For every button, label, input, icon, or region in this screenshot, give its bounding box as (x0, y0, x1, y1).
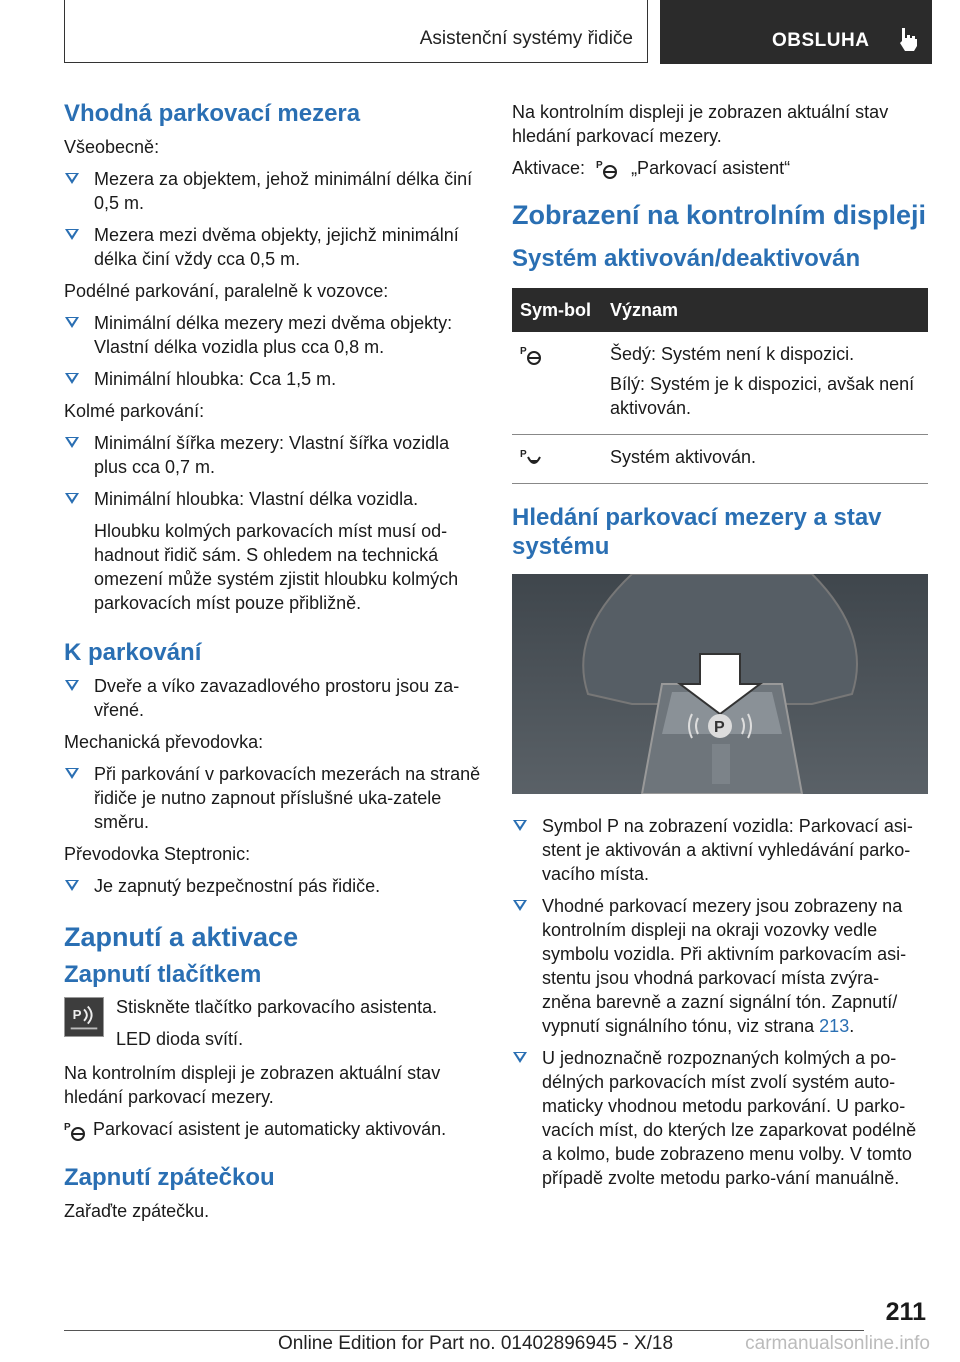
parking-assist-symbol-icon (64, 1120, 88, 1142)
heading-parking: K parkování (64, 638, 202, 666)
list-item: Minimální šířka mezery: Vlastní šířka vozidla plus cca 0,7 m. (64, 431, 484, 479)
list-item: Mezera za objektem, jehož minimální délka činí 0,5 m. (64, 167, 484, 215)
footer-divider (64, 1330, 864, 1331)
perpendicular-list (64, 431, 484, 511)
list-item: U jednoznačně rozpoznaných kolmých a po-délných parkovacích míst zvolí systém auto-maticky vhodnou metodu parkování. U parko-vacích míst, do kterých lze zaparkovat podélně a kolmo, bude zobrazeno menu volby. V tomto případě zvolte metodu parko-vání manuálně. (512, 1046, 928, 1190)
general-label: Všeobecně: (64, 136, 160, 157)
svg-text:P: P (64, 1121, 71, 1133)
reverse-text: Zařaďte zpátečku. (64, 1200, 210, 1221)
heading-system-state: Systém aktivován/deaktivován (512, 245, 861, 273)
symbol-table (512, 288, 928, 484)
right-column (512, 100, 928, 1198)
svg-text:P: P (72, 1007, 82, 1023)
activation-label: Aktivace: (512, 158, 586, 178)
steptronic-list (64, 874, 484, 898)
car-illustration (512, 574, 928, 794)
svg-text:P: P (520, 449, 527, 461)
parking-assist-button-icon (64, 997, 104, 1037)
search-list (512, 814, 928, 1190)
list-item: Minimální délka mezery mezi dvěma objekty: Vlastní délka vozidla plus cca 0,8 m. (64, 311, 484, 359)
meaning-cell (602, 332, 928, 435)
auto-active-row (64, 1117, 484, 1141)
list-item: Mezera mezi dvěma objekty, jejichž minimální délka činí vždy cca 0,5 m. (64, 223, 484, 271)
parking-assist-symbol-icon (520, 344, 544, 366)
heading-switch-on: Zapnutí a aktivace (64, 921, 299, 952)
perpendicular-note: Hloubku kolmých parkovacích míst musí od-hadnout řidič sám. S ohledem na technická omezení může systém zjistit hloubku kolmých parkovacích míst pouze přibližně. (94, 520, 459, 613)
parallel-label: Podélné parkování, paralelně k vozovce: (64, 280, 389, 301)
list-item: Vhodné parkovací mezery jsou zobrazeny na kontrolním displeji na okraji vozovky vedle symbolu vozidla. Při aktivním parkovacím asi-stentu jsou vhodná parkovací místa zvýra-zněna barevně a zazní signální tón. Zapnutí/ vypnutí signálního tónu, viz strana 213. (512, 894, 928, 1038)
parking-assist-active-icon (520, 447, 544, 469)
meaning-active: Systém aktivován. (610, 447, 757, 468)
manual-list (64, 762, 484, 834)
chapter-title: OBSLUHA (772, 30, 870, 51)
manual-label: Mechanická převodovka: (64, 731, 264, 752)
heading-display: Zobrazení na kontrolním displeji (512, 200, 927, 231)
edition-text: Online Edition for Part no. 01402896945 - X/18 (278, 1333, 674, 1354)
activation-value: „Parkovací asistent“ (631, 158, 791, 178)
hand-pointer-icon (896, 26, 922, 52)
parallel-list (64, 311, 484, 391)
parking-assist-symbol-icon (596, 158, 620, 180)
heading-reverse: Zapnutí zpátečkou (64, 1163, 275, 1191)
watermark: carmanualsonline.info (745, 1333, 930, 1354)
section-title: Asistenční systémy řidiče (419, 28, 633, 49)
display-text: Na kontrolním displeji je zobrazen aktuální stav hledání parkovací mezery. (64, 1063, 441, 1108)
left-column (64, 100, 484, 1231)
list-item: Minimální hloubka: Vlastní délka vozidla. (64, 487, 484, 511)
led-text: LED dioda svítí. (116, 1029, 244, 1050)
heading-search-state: Hledání parkovací mezery a stav systému (512, 504, 882, 560)
button-instruction (64, 995, 484, 1051)
svg-text:P: P (520, 346, 527, 358)
section-tab (64, 0, 648, 63)
page-reference-link[interactable]: 213 (819, 1015, 850, 1036)
table-row (512, 435, 928, 484)
page-header (64, 0, 932, 64)
list-item: Symbol P na zobrazení vozidla: Parkovací asi-stent je aktivován a aktivní vyhledávání parko-vacího místa. (512, 814, 928, 886)
col-meaning: Význam (602, 288, 928, 332)
heading-button: Zapnutí tlačítkem (64, 960, 262, 988)
svg-text:P: P (596, 160, 603, 172)
activation-row (512, 156, 928, 180)
table-header-row (512, 288, 928, 332)
display-text-right: Na kontrolním displeji je zobrazen aktuální stav hledání parkovací mezery. (512, 102, 889, 146)
meaning-gray: Šedý: Systém není k dispozici. (610, 344, 855, 365)
list-item: Dveře a víko zavazadlového prostoru jsou za-vřené. (64, 674, 484, 722)
auto-active-text: Parkovací asistent je automaticky aktivován. (93, 1119, 447, 1140)
perpendicular-label: Kolmé parkování: (64, 400, 205, 421)
general-list (64, 167, 484, 271)
symbol-cell (512, 435, 602, 484)
meaning-white: Bílý: Systém je k dispozici, avšak není aktivován. (610, 374, 915, 419)
steptronic-label: Převodovka Steptronic: (64, 843, 251, 864)
button-text: Stiskněte tlačítko parkovacího asistenta. (116, 997, 438, 1018)
meaning-cell (602, 435, 928, 484)
table-row (512, 332, 928, 435)
col-symbol: Sym-bol (512, 288, 602, 332)
list-item: Je zapnutý bezpečnostní pás řidiče. (64, 874, 484, 898)
chapter-tab (660, 0, 932, 64)
parking-display-image (512, 574, 928, 794)
list-item: Minimální hloubka: Cca 1,5 m. (64, 367, 484, 391)
svg-text:P: P (714, 718, 725, 736)
list-item: Při parkování v parkovacích mezerách na straně řidiče je nutno zapnout příslušné uka-zatele směru. (64, 762, 484, 834)
page-number: 211 (885, 1298, 926, 1326)
parking-list (64, 674, 484, 722)
heading-suitable-space: Vhodná parkovací mezera (64, 100, 361, 127)
symbol-cell (512, 332, 602, 435)
